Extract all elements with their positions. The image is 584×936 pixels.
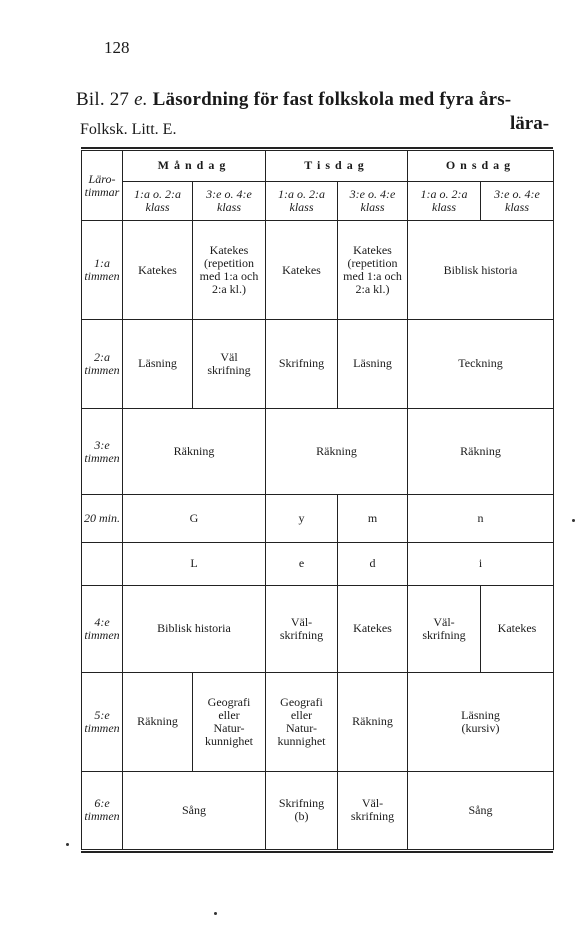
- table-row: [82, 542, 554, 585]
- spread-letter: G: [123, 495, 266, 542]
- lesson-cell: Biblisk historia: [408, 221, 554, 320]
- hour-label: 2:a timmen: [82, 320, 123, 409]
- class-label: 1:a o. 2:a klass: [123, 181, 193, 220]
- schedule-table: [81, 150, 554, 850]
- day-header-tuesday: Tisdag: [266, 151, 408, 182]
- table-bottom-rule: [81, 851, 553, 853]
- table-row: [82, 771, 554, 849]
- lesson-cell: Skrifning: [266, 320, 338, 409]
- lesson-cell: Räkning: [266, 408, 408, 495]
- class-label: 3:e o. 4:e klass: [193, 181, 266, 220]
- lesson-cell: Räkning: [123, 408, 266, 495]
- lesson-cell: Katekes: [338, 586, 408, 673]
- lesson-cell: Katekes (repetition med 1:a och 2:a kl.): [193, 221, 266, 320]
- table-row: [82, 221, 554, 320]
- table-row: [82, 408, 554, 495]
- lesson-cell: Katekes (repetition med 1:a och 2:a kl.): [338, 221, 408, 320]
- table-row: [82, 672, 554, 771]
- hour-label: 5:e timmen: [82, 672, 123, 771]
- lesson-cell: Sång: [408, 771, 554, 849]
- hour-label: 4:e timmen: [82, 586, 123, 673]
- page-number: 128: [104, 38, 130, 57]
- lesson-cell: Teckning: [408, 320, 554, 409]
- hour-label: 1:a timmen: [82, 221, 123, 320]
- lesson-cell: Katekes: [123, 221, 193, 320]
- appendix-label: Bil. 27 e.: [76, 89, 148, 110]
- lesson-cell: Räkning: [408, 408, 554, 495]
- title-text: Läsordning för fast folkskola med fyra års-: [152, 89, 512, 110]
- lesson-cell: Räkning: [123, 672, 193, 771]
- day-header-monday: Måndag: [123, 151, 266, 182]
- title-continuation: lära-: [510, 113, 550, 134]
- spread-letter: i: [408, 542, 554, 585]
- table-row: [82, 320, 554, 409]
- table-row: [82, 586, 554, 673]
- corner-label: Läro- timmar: [82, 151, 123, 221]
- lesson-cell: Biblisk historia: [123, 586, 266, 673]
- class-label: 1:a o. 2:a klass: [266, 181, 338, 220]
- spread-letter: L: [123, 542, 266, 585]
- lesson-cell: Väl- skrifning: [338, 771, 408, 849]
- table-top-rule: [81, 147, 553, 149]
- spread-letter: d: [338, 542, 408, 585]
- print-speck: [572, 519, 575, 522]
- print-speck: [66, 843, 69, 846]
- lesson-cell: Katekes: [481, 586, 554, 673]
- lesson-cell: Väl- skrifning: [408, 586, 481, 673]
- empty-hour-cell: [82, 542, 123, 585]
- class-label: 3:e o. 4:e klass: [481, 181, 554, 220]
- table-row: [82, 495, 554, 542]
- spread-letter: n: [408, 495, 554, 542]
- lesson-cell: Katekes: [266, 221, 338, 320]
- day-header-wednesday: Onsdag: [408, 151, 554, 182]
- lesson-cell: Geografi eller Natur- kunnighet: [193, 672, 266, 771]
- lesson-cell: Räkning: [338, 672, 408, 771]
- hour-label: 3:e timmen: [82, 408, 123, 495]
- day-header-row: [82, 151, 554, 182]
- page-title: [76, 89, 556, 111]
- hour-label: 20 min.: [82, 495, 123, 542]
- print-speck: [214, 912, 217, 915]
- lesson-cell: Väl- skrifning: [266, 586, 338, 673]
- subtitle: Folksk. Litt. E.: [80, 121, 177, 138]
- lesson-cell: Väl skrifning: [193, 320, 266, 409]
- class-header-row: [82, 181, 554, 220]
- lesson-cell: Läsning (kursiv): [408, 672, 554, 771]
- lesson-cell: Skrifning (b): [266, 771, 338, 849]
- spread-letter: y: [266, 495, 338, 542]
- class-label: 1:a o. 2:a klass: [408, 181, 481, 220]
- lesson-cell: Läsning: [123, 320, 193, 409]
- spread-letter: e: [266, 542, 338, 585]
- lesson-cell: Läsning: [338, 320, 408, 409]
- lesson-cell: Sång: [123, 771, 266, 849]
- spread-letter: m: [338, 495, 408, 542]
- lesson-cell: Geografi eller Natur- kunnighet: [266, 672, 338, 771]
- hour-label: 6:e timmen: [82, 771, 123, 849]
- class-label: 3:e o. 4:e klass: [338, 181, 408, 220]
